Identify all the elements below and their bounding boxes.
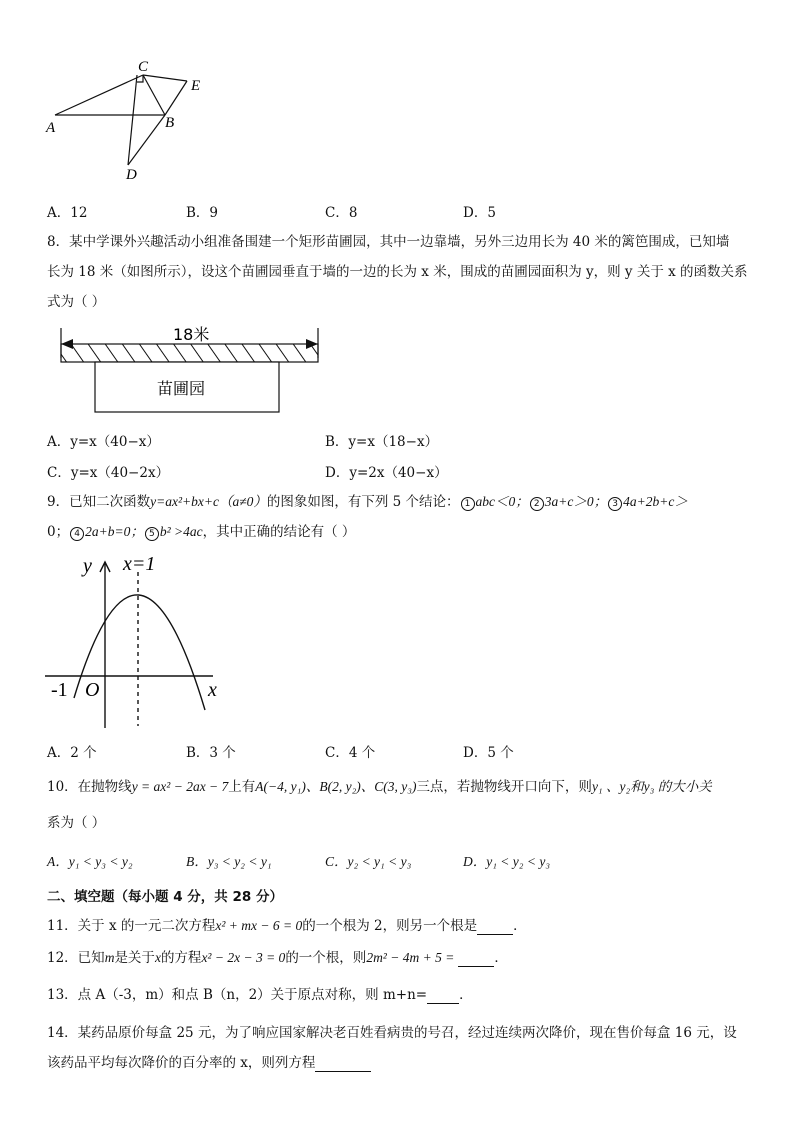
q12-answer-blank[interactable] [458,952,494,967]
origin-label: O [85,679,100,701]
q8-option-a[interactable]: A．y=x（40−x） [47,434,160,450]
q9-line1 [47,493,688,511]
q9-parabola-graph [45,550,235,730]
q14-line2 [47,1054,371,1072]
label-b: B [165,115,175,131]
q12-text-d: 的一个根，则 [285,950,367,966]
circle-2-icon: 2 [530,497,544,511]
q7-option-b[interactable]: B．9 [186,205,219,221]
garden-label: 苗圃园 [157,379,206,398]
q10-prefix: 10．在抛物线 [47,779,132,795]
q10-option-a[interactable]: A．y₁ < y₃ < y₂ [47,854,133,869]
section-2-heading: 二、填空题（每小题 4 分，共 28 分） [47,889,283,905]
label-e: E [191,78,201,94]
q8-line3: 式为（ ） [47,294,106,310]
q9-conclusion-5: b² >4ac [159,524,203,539]
q13-line [47,986,473,1004]
q9-mid: 的图象如图，有下列 5 个结论： [266,494,460,510]
q12-expression: 2m² − 4m + 5 = [366,950,455,965]
q10-text-c: 三点，若抛物线开口向下，则 [416,779,592,795]
q7-option-c[interactable]: C．8 [325,205,358,221]
q14-answer-blank[interactable] [315,1057,371,1072]
q8-line2: 长为 18 米（如图所示），设这个苗圃园垂直于墙的一边的长为 x 米，围成的苗圃园面积为 y，则 y 关于 x 的函数关系 [47,264,748,280]
circle-5-icon: 5 [145,527,159,541]
q9-option-c[interactable]: C．4 个 [325,745,376,761]
q10-points: A(−4, y₁)、B(2, y₂)、C(3, y₃) [255,779,417,794]
q11-line [47,917,527,935]
q8-option-d[interactable]: D．y=2x（40−x） [325,465,448,481]
x-axis-label: x [208,679,217,701]
q9-line2-start: 0； [47,524,70,540]
q10-option-c[interactable]: C．y₂ < y₁ < y₃ [325,854,412,869]
circle-1-icon: 1 [461,497,475,511]
q13-text: 13．点 A（-3，m）和点 B（n，2）关于原点对称，则 m+n= [47,987,428,1003]
q9-conclusion-4: 2a+b=0； [85,524,144,539]
q9-conclusion-1: abc＜0； [475,494,529,509]
q8-garden-figure [55,322,325,417]
q9-conclusion-2: 3a+c＞0； [544,494,608,509]
q12-equation: x² − 2x − 3 = 0 [201,950,286,965]
q11-answer-blank[interactable] [477,920,513,935]
q14-line1: 14．某药品原价每盒 25 元，为了响应国家解决老百姓看病贵的号召，经过连续两次降价，现在售价每盒 16 元，设 [47,1025,737,1041]
symmetry-axis-label: x=1 [123,553,156,575]
y-axis-label: y [83,555,92,577]
label-d: D [126,167,137,183]
q9-option-d[interactable]: D．5 个 [463,745,514,761]
q10-text-b: 上有 [228,779,256,795]
q11-text-b: 的一个根为 2，则另一个根是 [302,918,478,934]
q12-text-a: 12．已知 [47,950,105,966]
q8-option-b[interactable]: B．y=x（18−x） [325,434,439,450]
q11-text-a: 11．关于 x 的一元二次方程 [47,918,216,934]
q11-end: ． [513,918,527,934]
q10-text-d: y₁ 、y₂和y₃ 的大小关 [591,779,712,794]
q9-option-a[interactable]: A．2 个 [47,745,97,761]
q9-prefix: 9．已知二次函数 [47,494,151,510]
label-a: A [46,120,56,136]
q10-line1 [47,778,712,796]
q13-answer-blank[interactable] [427,989,459,1004]
q7-option-d[interactable]: D．5 [463,205,496,221]
q9-line2-end: ，其中正确的结论有（ ） [202,524,356,540]
q7-option-a[interactable]: A．12 [47,205,88,221]
q11-equation: x² + mx − 6 = 0 [215,918,303,933]
q12-text-c: 的方程 [160,950,202,966]
q10-option-b[interactable]: B．y₃ < y₂ < y₁ [186,854,272,869]
neg-one-label: -1 [51,679,68,701]
q8-option-c[interactable]: C．y=x（40−2x） [47,465,170,481]
circle-4-icon: 4 [70,527,84,541]
q14-text: 该药品平均每次降价的百分率的 x，则列方程 [47,1055,316,1071]
q10-function: y = ax² − 2ax − 7 [131,779,229,794]
q9-option-b[interactable]: B．3 个 [186,745,236,761]
q12-end: ． [494,950,508,966]
q8-line1: 8．某中学课外兴趣活动小组准备围建一个矩形苗圃园，其中一边靠墙，另外三边用长为 40 米的篱笆围成，已知墙 [47,234,730,250]
q9-line2 [47,523,355,541]
q12-line [47,949,508,967]
q7-triangle-figure [40,55,220,185]
q10-option-d[interactable]: D．y₁ < y₂ < y₃ [463,854,551,869]
circle-3-icon: 3 [608,497,622,511]
q12-x: x [154,950,161,965]
q12-m: m [104,950,115,965]
wall-length-label: 18米 [173,325,210,344]
q12-text-b: 是关于 [114,950,155,966]
q13-end: ． [459,987,473,1003]
q9-conclusion-3: 4a+2b+c＞ [623,494,688,509]
label-c: C [138,59,149,75]
q10-line2: 系为（ ） [47,815,106,831]
q9-function: y=ax²+bx+c（a≠0） [150,494,267,509]
